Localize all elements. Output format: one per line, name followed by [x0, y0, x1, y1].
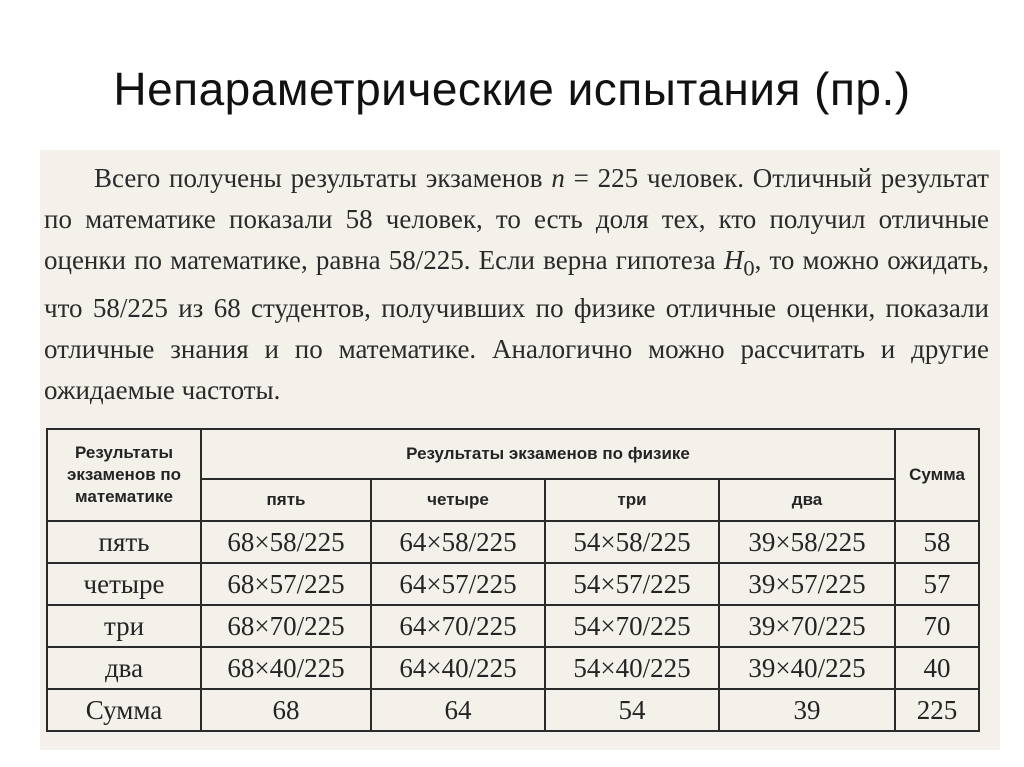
table-cell: 64×40/225 [371, 647, 545, 689]
column-total-cell: 64 [371, 689, 545, 731]
row-label: три [47, 605, 201, 647]
table-row [47, 647, 979, 689]
row-sum-cell: 57 [895, 563, 979, 605]
column-total-cell: 39 [719, 689, 895, 731]
table-cell: 54×70/225 [545, 605, 719, 647]
total-row-label: Сумма [47, 689, 201, 731]
table-cell: 39×70/225 [719, 605, 895, 647]
physics-results-header: Результаты экзаменов по физике [201, 429, 895, 479]
table-cell: 39×40/225 [719, 647, 895, 689]
total-row [47, 689, 979, 731]
grand-total-cell: 225 [895, 689, 979, 731]
sum-header: Сумма [895, 429, 979, 521]
h-symbol: H [723, 245, 744, 275]
body-paragraph [44, 158, 989, 411]
paragraph-part-1: Всего получены результаты экзаменов [94, 163, 552, 193]
column-header: три [545, 479, 719, 521]
table-cell: 54×40/225 [545, 647, 719, 689]
paragraph-part-3: , то можно ожидать, что 58/225 из 68 студентов, получивших по физике отличные оценки, показали отличные знания и по математике. Аналогично можно рассчитать и другие ожидаемые частоты. [44, 245, 990, 406]
paragraph-part-2: = 225 человек. Отличный результат по математике показали 58 человек, то есть доля тех, кто получил отличные оценки по математике, равна 58/225. Если верна гипотеза [44, 163, 989, 275]
table-row [47, 563, 979, 605]
table-cell: 54×58/225 [545, 521, 719, 563]
column-header: два [719, 479, 895, 521]
table-row [47, 521, 979, 563]
expected-frequency-table [46, 428, 980, 732]
row-label: два [47, 647, 201, 689]
table-cell: 39×57/225 [719, 563, 895, 605]
table-cell: 68×70/225 [201, 605, 371, 647]
n-symbol: n [551, 163, 565, 193]
column-total-cell: 54 [545, 689, 719, 731]
table-cell: 68×58/225 [201, 521, 371, 563]
scanned-page [40, 150, 1000, 750]
table-cell: 39×58/225 [719, 521, 895, 563]
table-cell: 68×57/225 [201, 563, 371, 605]
header-row [47, 429, 979, 479]
h-subscript: 0 [743, 255, 755, 281]
math-results-header: Результаты экзаменов по математике [47, 429, 201, 521]
column-header: пять [201, 479, 371, 521]
table-cell: 64×70/225 [371, 605, 545, 647]
row-label: четыре [47, 563, 201, 605]
column-total-cell: 68 [201, 689, 371, 731]
row-sum-cell: 70 [895, 605, 979, 647]
table-cell: 68×40/225 [201, 647, 371, 689]
row-label: пять [47, 521, 201, 563]
row-sum-cell: 58 [895, 521, 979, 563]
table-cell: 64×58/225 [371, 521, 545, 563]
slide-title: Непараметрические испытания (пр.) [113, 63, 911, 115]
table-cell: 64×57/225 [371, 563, 545, 605]
column-header: четыре [371, 479, 545, 521]
table-row [47, 605, 979, 647]
table-cell: 54×57/225 [545, 563, 719, 605]
row-sum-cell: 40 [895, 647, 979, 689]
